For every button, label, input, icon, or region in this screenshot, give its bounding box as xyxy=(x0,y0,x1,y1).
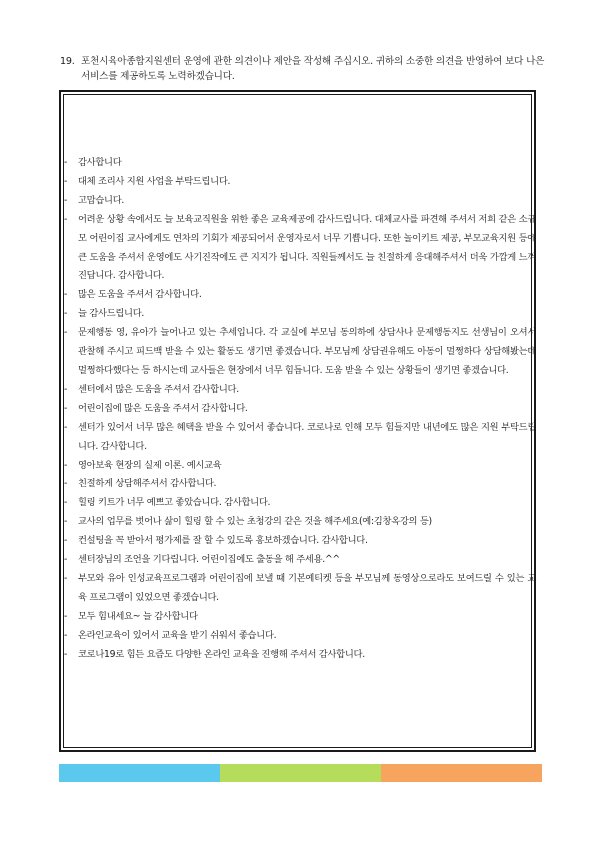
bullet-dash: - xyxy=(64,648,68,660)
answer-item xyxy=(64,457,536,476)
bullet-dash: - xyxy=(64,629,68,641)
answer-text: 힐링 키트가 너무 예쁘고 좋았습니다. 감사합니다. xyxy=(78,497,271,509)
answer-item xyxy=(64,532,536,551)
answer-text: 코로나19로 힘든 요즘도 다양한 온라인 교육을 진행해 주셔서 감사합니다. xyxy=(78,648,365,660)
answer-item xyxy=(64,494,536,513)
bullet-dash: - xyxy=(64,194,68,206)
bullet-dash: - xyxy=(64,175,68,187)
answer-text: 친절하게 상담해주셔서 감사합니다. xyxy=(78,478,217,490)
answer-item xyxy=(64,627,536,646)
bullet-dash: - xyxy=(64,289,68,301)
bullet-dash: - xyxy=(64,610,68,622)
answer-text: 어려운 상황 속에서도 늘 보육교직원을 위한 좋은 교육제공에 감사드립니다. 대체교사를 파견해 주셔서 저희 같은 소규모 어린이집 교사에게도 연차의 기회가 제공되어서 운영자로서 너무 기쁩니다. 또한 놀이키트 제공, 부모교육지원 등에 큰 도움을 주셔서 운영에도 사기진작에도 큰 지지가 됩니다. 직원들께서도 늘 친절하게 응대해주셔서 더욱 가깝게 느껴진답니다. 감사합니다. xyxy=(78,213,536,282)
question-text: 포천시육아종합지원센터 운영에 관한 의견이나 제안을 작성해 주십시오. 귀하의 소중한 의견을 반영하여 보다 나은 서비스를 제공하도록 노력하겠습니다. xyxy=(81,56,545,82)
question-number: 19. xyxy=(60,56,75,67)
answer-text: 많은 도움을 주셔서 감사합니다. xyxy=(78,289,202,301)
answer-item xyxy=(64,305,536,324)
bullet-dash: - xyxy=(64,308,68,320)
answer-text: 교사의 업무를 벗어나 삶이 힐링 할 수 있는 초청강의 같은 것을 해주세요(예:김창옥강의 등) xyxy=(78,516,432,528)
bullet-dash: - xyxy=(64,459,68,471)
answer-text: 늘 감사드립니다. xyxy=(78,308,145,320)
answer-item xyxy=(64,192,536,211)
bullet-dash: - xyxy=(64,402,68,414)
bullet-dash: - xyxy=(64,478,68,490)
answer-text: 영아보육 현장의 실제 이론. 예시교육 xyxy=(78,459,222,471)
answer-box xyxy=(59,90,536,752)
answer-item xyxy=(64,286,536,305)
answer-item xyxy=(64,570,536,608)
color-bar-segment xyxy=(59,764,220,782)
answer-item xyxy=(64,475,536,494)
answer-item xyxy=(64,324,536,381)
answer-list xyxy=(64,154,536,664)
answer-item xyxy=(64,419,536,457)
answer-item xyxy=(64,381,536,400)
footer-color-bar xyxy=(59,764,542,782)
survey-question xyxy=(60,54,550,84)
answer-text: 문제행동 영, 유아가 늘어나고 있는 추세입니다. 각 교실에 부모님 동의하에 상담사나 문제행동지도 선생님이 오셔서 관찰해 주시고 피드백 받을 수 있는 활동도 생기면 좋겠습니다. 부모님께 상담권유해도 아동이 멀쩡하다 상담해봤는데 멀쩡하다했다는 등 하시는데 교사들은 현장에서 너무 힘듭니다. 도움 받을 수 있는 상황들이 생기면 좋겠습니다. xyxy=(78,327,536,376)
bullet-dash: - xyxy=(64,157,68,168)
bullet-dash: - xyxy=(64,497,68,509)
answer-item xyxy=(64,211,536,287)
color-bar-segment xyxy=(381,764,542,782)
bullet-dash: - xyxy=(64,572,68,584)
answer-text: 대체 조리사 지원 사업을 부탁드립니다. xyxy=(78,175,231,187)
bullet-dash: - xyxy=(64,213,68,225)
answer-item xyxy=(64,608,536,627)
answer-text: 센터가 있어서 너무 많은 혜택을 받을 수 있어서 좋습니다. 코로나로 인해 모두 힘들지만 내년에도 많은 지원 부탁드립니다. 감사합니다. xyxy=(78,421,536,452)
answer-text: 컨설팅을 꼭 받아서 평가제를 잘 할 수 있도록 홍보하겠습니다. 감사합니다. xyxy=(78,535,368,547)
bullet-dash: - xyxy=(64,535,68,547)
bullet-dash: - xyxy=(64,327,68,339)
answer-text: 센터에서 많은 도움을 주셔서 감사합니다. xyxy=(78,383,239,395)
answer-text: 어린이집에 많은 도움을 주셔서 감사합니다. xyxy=(78,402,248,414)
answer-item xyxy=(64,400,536,419)
answer-item xyxy=(64,646,536,665)
answer-text: 부모와 유아 인성교육프로그램과 어린이집에 보낼 때 기본예티켓 등을 부모님께 동영상으로라도 보여드릴 수 있는 교육 프로그램이 있었으면 좋겠습니다. xyxy=(78,572,536,603)
answer-text: 고맙습니다. xyxy=(78,194,125,206)
answer-text: 온라인교육이 있어서 교육을 받기 쉬워서 좋습니다. xyxy=(78,629,277,641)
answer-item xyxy=(64,513,536,532)
bullet-dash: - xyxy=(64,421,68,433)
answer-text: 감사합니다 xyxy=(78,157,122,168)
bullet-dash: - xyxy=(64,383,68,395)
bullet-dash: - xyxy=(64,516,68,528)
answer-text: 센터장님의 조언을 기다립니다. 어린이집에도 출동을 해 주세용.^^ xyxy=(78,554,340,566)
bullet-dash: - xyxy=(64,554,68,566)
color-bar-segment xyxy=(220,764,381,782)
answer-item xyxy=(64,154,536,173)
answer-text: 모두 힘내세요~ 늘 감사합니다 xyxy=(78,610,198,622)
answer-item xyxy=(64,173,536,192)
answer-item xyxy=(64,551,536,570)
